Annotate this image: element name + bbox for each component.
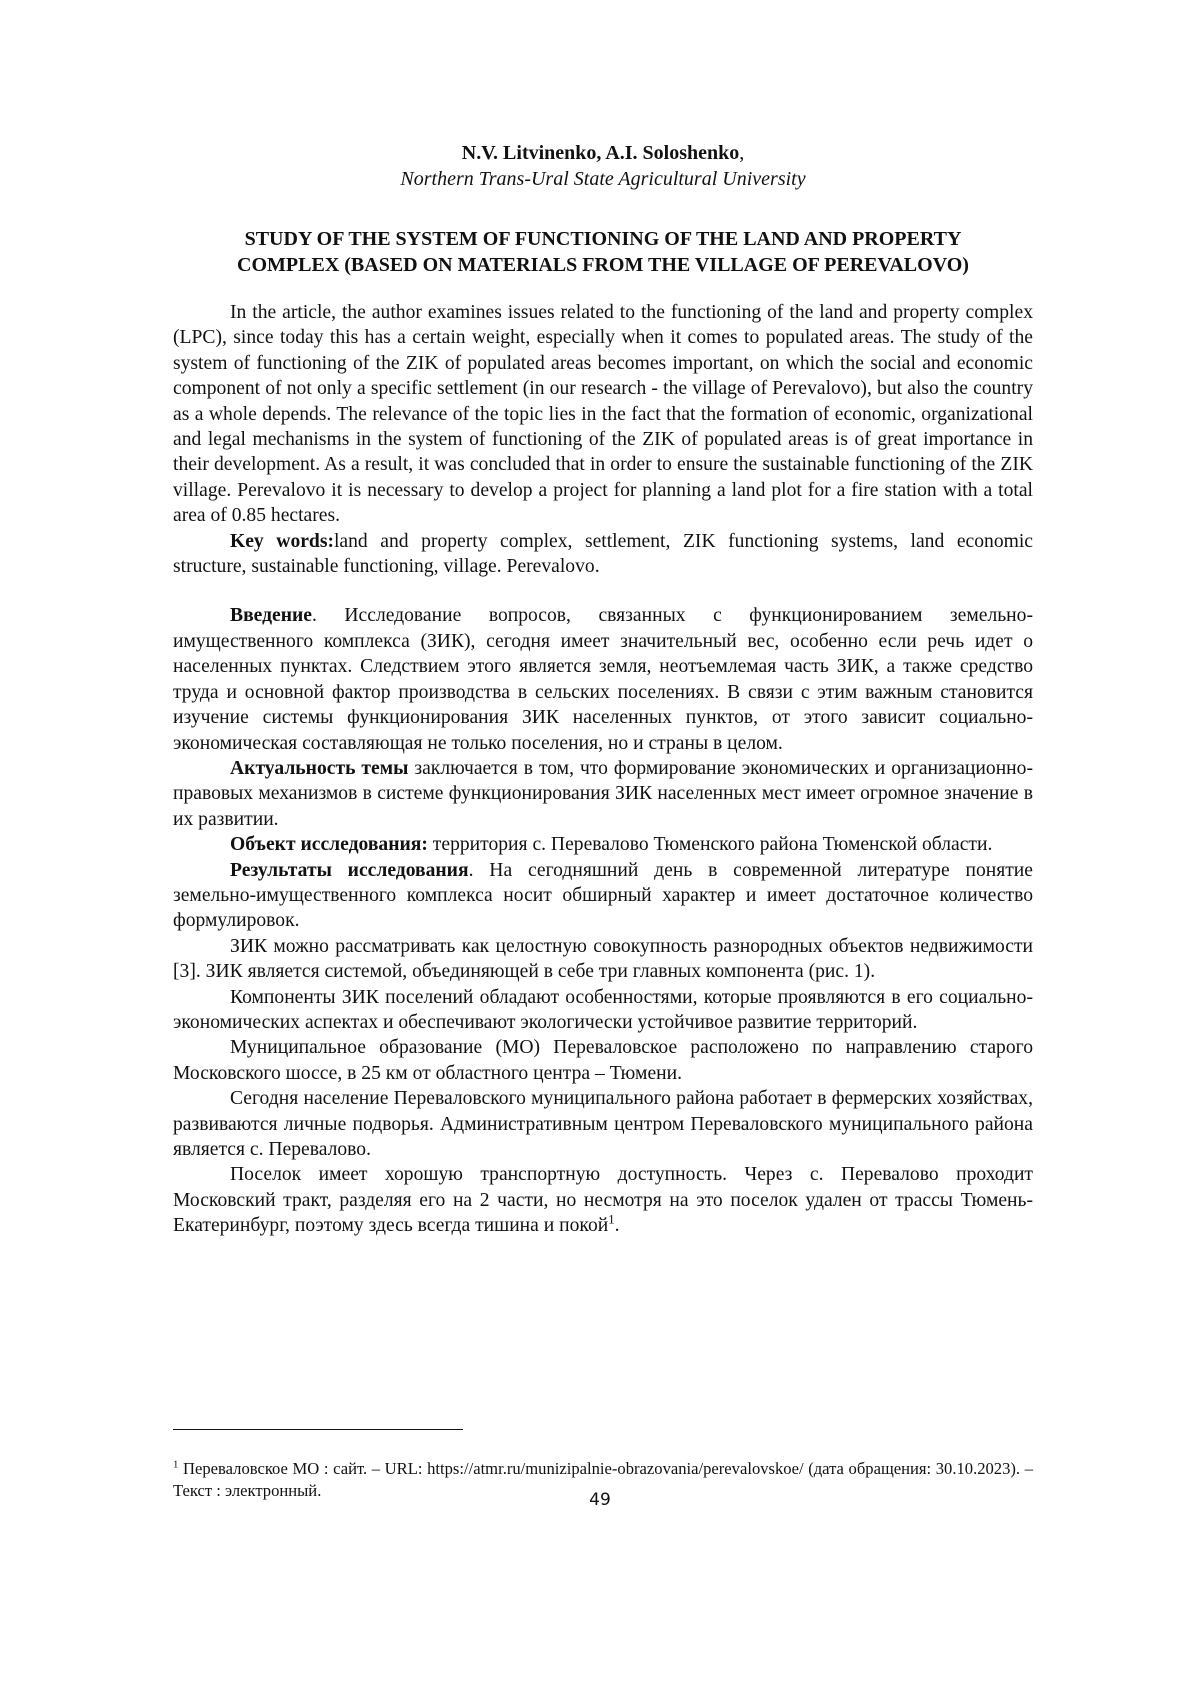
keywords-text: land and property complex, settlement, ZIK functioning systems, land economic structure, sustainable functioning, village. Perevalovo.: [173, 530, 1033, 578]
relevance-label: Актуальность темы: [230, 757, 409, 779]
abstract: In the article, the author examines issues related to the functioning of the land and property complex (LPC), since today this has a certain weight, especially when it comes to populated areas. The study of the system of functioning of the ZIK of populated areas becomes important, on which the social and economic component of not only a specific settlement (in our research - the village of Perevalovo), but also the country as a whole depends. The relevance of the topic lies in the fact that the formation of economic, organizational and legal mechanisms in the system of functioning of the ZIK of populated areas is of great importance in their development. As a result, it was concluded that in order to ensure the sustainable functioning of the ZIK village. Perevalovo it is necessary to develop a project for planning a land plot for a fire station with a total area of 0.85 hectares.: [173, 302, 1033, 527]
paper-title: [173, 226, 1033, 278]
paragraph-zik-definition: ЗИК можно рассматривать как целостную совокупность разнородных объектов недвижимости [3]. ЗИК является системой, объединяющей в себе три главных компонента (рис. 1).: [173, 935, 1033, 983]
title-line-2: COMPLEX (BASED ON MATERIALS FROM THE VILLAGE OF PEREVALOVO): [237, 254, 969, 276]
results-text: . На сегодняшний день в современной литературе понятие земельно-имущественного комплекса носит обширный характер и имеет достаточное количество формулировок.: [173, 859, 1033, 932]
paragraph-transport: [173, 1162, 1033, 1238]
paragraph-zik-components: Компоненты ЗИК поселений обладают особенностями, которые проявляются в его социально-экономических аспектах и обеспечивают экологически устойчивое развитие территорий.: [173, 986, 1033, 1033]
page-content: [173, 140, 1033, 1239]
page-number: 49: [589, 1490, 611, 1510]
footnote-divider: [173, 1429, 463, 1430]
title-line-1: STUDY OF THE SYSTEM OF FUNCTIONING OF THE LAND AND PROPERTY: [244, 228, 962, 250]
object-paragraph: [173, 832, 1033, 857]
authors: [173, 140, 1033, 166]
paragraph-population: Сегодня население Переваловского муниципального района работает в фермерских хозяйствах, развиваются личные подворья. Административным центром Переваловского муниципального района является с. Перевалово.: [173, 1088, 1033, 1160]
object-text: территория с. Перевалово Тюменского района Тюменской области.: [427, 834, 993, 856]
authors-separator: ,: [739, 142, 745, 164]
footnote-text: Переваловское МО : сайт. – URL: https://atmr.ru/munizipalnie-obrazovania/perevalovskoe/ (дата обращения: 30.10.2023). – Текст : электронный.: [173, 1458, 1033, 1500]
results-paragraph: [173, 858, 1033, 934]
footnote-mark: 1: [173, 1458, 179, 1471]
object-label: Объект исследования:: [230, 834, 428, 856]
authors-names: N.V. Litvinenko, A.I. Soloshenko: [461, 142, 740, 164]
relevance-paragraph: [173, 756, 1033, 832]
relevance-text: заключается в том, что формирование экономических и организационно-правовых механизмов в системе функционирования ЗИК населенных мест имеет огромное значение в их развитии.: [173, 757, 1033, 830]
affiliation: Northern Trans-Ural State Agricultural University: [400, 168, 806, 190]
intro-paragraph: [173, 603, 1033, 755]
transport-text-end: .: [614, 1215, 620, 1237]
intro-label: Введение: [230, 605, 312, 627]
keywords-label: Key words:: [230, 530, 334, 552]
intro-text: . Исследование вопросов, связанных с функционированием земельно-имущественного комплекса (ЗИК), сегодня имеет значительный вес, особенно если речь идет о населенных пунктах. Следствием этого является земля, неотъемлемая часть ЗИК, а также средство труда и основной фактор производства в сельских поселениях. В связи с этим важным становится изучение системы функционирования ЗИК населенных пунктов, от этого зависит социально-экономическая составляющая не только поселения, но и страны в целом.: [173, 605, 1033, 754]
keywords: [173, 529, 1033, 580]
transport-text: Поселок имеет хорошую транспортную доступность. Через с. Перевалово проходит Московский тракт, разделяя его на 2 части, но несмотря на это поселок удален от трассы Тюмень-Екатеринбург, поэтому здесь всегда тишина и покой: [173, 1164, 1033, 1237]
paragraph-municipality: Муниципальное образование (МО) Переваловское расположено по направлению старого Московского шоссе, в 25 км от областного центра – Тюмени.: [173, 1037, 1033, 1084]
results-label: Результаты исследования: [230, 859, 469, 881]
footnote-reference[interactable]: 1: [608, 1212, 615, 1227]
